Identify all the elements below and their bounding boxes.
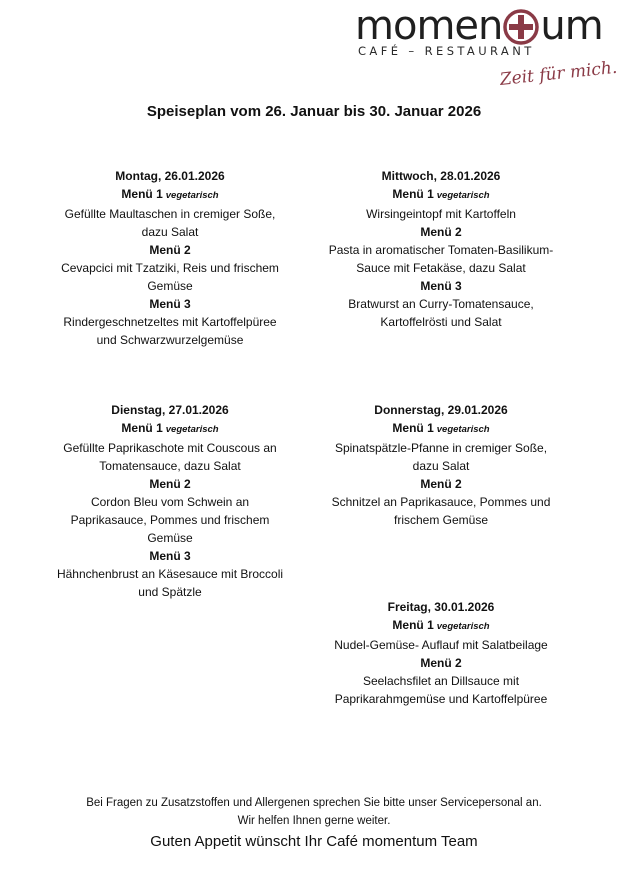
menu-description-line: Paprikasauce, Pommes und frischem [70,513,270,527]
menu-description-line: dazu Salat [412,459,470,473]
menu-label: Menü 1 [392,421,434,435]
logo-text-part2: um [540,3,603,49]
menu-heading [316,185,566,205]
menu-label: Menü 2 [420,225,462,239]
logo-subtitle: CAFÉ – RESTAURANT [358,44,535,58]
menu-label: Menü 1 [121,421,163,435]
allergen-note [0,794,628,830]
menu-heading [45,419,295,439]
menu-description-line: Schnitzel an Paprikasauce, Pommes und [331,495,551,509]
vegetarian-tag: vegetarisch [165,190,219,201]
vegetarian-tag: vegetarisch [436,621,490,632]
menu-label: Menü 1 [121,187,163,201]
menu-description-line: Nudel-Gemüse- Auflauf mit Salatbeilage [334,638,548,652]
menu-label: Menü 2 [149,477,191,491]
menu-heading [316,654,566,672]
menu-description-line: Spinatspätzle-Pfanne in cremiger Soße, [334,441,548,455]
menu-label: Menü 1 [392,187,434,201]
menu-heading [316,616,566,636]
vegetarian-tag: vegetarisch [165,424,219,435]
menu-heading [45,241,295,259]
logo-slogan: Zeit für mich. [498,57,619,90]
day-block-tuesday [45,401,295,601]
day-date: Dienstag, 27.01.2026 [111,403,229,417]
closing-greeting: Guten Appetit wünscht Ihr Café momentum Team [150,833,478,850]
menu-heading [45,185,295,205]
logo-wordmark [355,4,603,48]
menu-description-line: Cordon Bleu vom Schwein an [90,495,250,509]
logo-cross-icon [503,9,539,45]
menu-description-line: Rindergeschnetzeltes mit Kartoffelpüree [63,315,277,329]
menu-description-line: Kartoffelrösti und Salat [380,315,502,329]
menu-heading [316,277,566,295]
menu-label: Menü 2 [420,656,462,670]
menu-heading [316,223,566,241]
vegetarian-tag: vegetarisch [436,190,490,201]
day-block-friday [316,598,566,708]
logo-text-part1: momen [355,3,503,49]
day-date: Montag, 26.01.2026 [115,169,225,183]
menu-heading [316,475,566,493]
menu-description-line: dazu Salat [141,225,199,239]
menu-heading [45,295,295,313]
menu-heading [45,475,295,493]
menu-description-line: Gemüse [147,531,193,545]
menu-description-line: Sauce mit Fetakäse, dazu Salat [356,261,526,275]
day-date: Freitag, 30.01.2026 [387,600,495,614]
menu-heading [316,419,566,439]
menu-label: Menü 2 [149,243,191,257]
menu-description-line: Gefüllte Maultaschen in cremiger Soße, [64,207,276,221]
menu-description-line: Gefüllte Paprikaschote mit Couscous an [63,441,277,455]
menu-label: Menü 3 [420,279,462,293]
menu-description-line: Pasta in aromatischer Tomaten-Basilikum- [328,243,554,257]
menu-description-line: Hähnchenbrust an Käsesauce mit Broccoli [56,567,284,581]
menu-description-line: Cevapcici mit Tzatziki, Reis und frischem [61,261,279,275]
allergen-note-line2: Wir helfen Ihnen gerne weiter. [237,815,391,827]
menu-description-line: Seelachsfilet an Dillsauce mit [362,674,520,688]
menu-description-line: Wirsingeintopf mit Kartoffeln [366,207,516,221]
menu-description-line: Paprikarahmgemüse und Kartoffelpüree [334,692,548,706]
day-block-wednesday [316,167,566,331]
menu-label: Menü 3 [149,549,191,563]
menu-description-line: und Spätzle [138,585,202,599]
day-date: Donnerstag, 29.01.2026 [374,403,508,417]
menu-description-line: Gemüse [147,279,193,293]
day-block-thursday [316,401,566,529]
menu-label: Menü 3 [149,297,191,311]
menu-label: Menü 2 [420,477,462,491]
menu-description-line: frischem Gemüse [393,513,489,527]
allergen-note-line1: Bei Fragen zu Zusatzstoffen und Allergenen sprechen Sie bitte unser Servicepersonal an. [86,797,542,809]
logo [355,3,619,104]
page-title: Speiseplan vom 26. Januar bis 30. Januar 2026 [146,103,482,120]
day-date: Mittwoch, 28.01.2026 [381,169,501,183]
menu-heading [45,547,295,565]
menu-label: Menü 1 [392,618,434,632]
menu-description-line: Bratwurst an Curry-Tomatensauce, [348,297,534,311]
menu-description-line: Tomatensauce, dazu Salat [99,459,241,473]
vegetarian-tag: vegetarisch [436,424,490,435]
day-block-monday [45,167,295,349]
menu-description-line: und Schwarzwurzelgemüse [96,333,244,347]
